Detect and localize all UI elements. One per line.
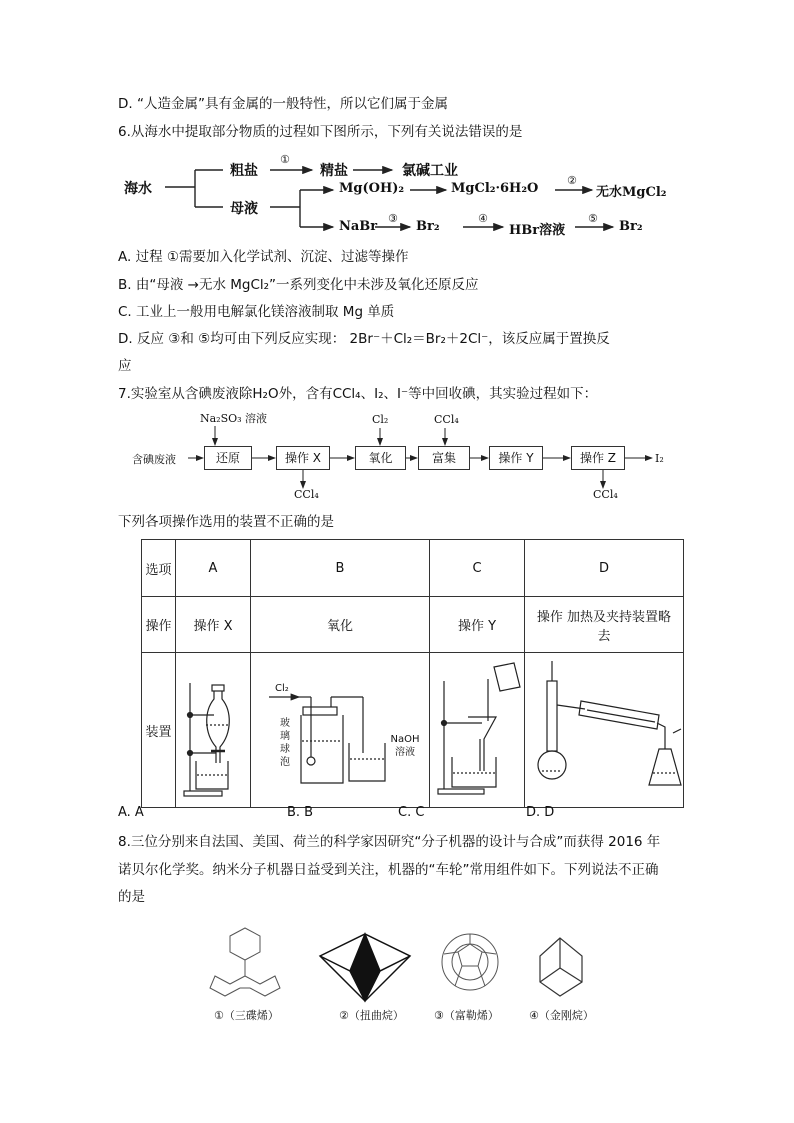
seawater-label: 海水 (124, 181, 152, 197)
options-table (141, 539, 684, 808)
answer-c: C. C (398, 805, 425, 820)
step5-label: ⑤ (588, 212, 598, 225)
separatory-funnel-drawing (176, 653, 250, 803)
answer-b: B. B (287, 805, 314, 820)
q6-option-a: A. 过程 ①需要加入化学试剂、沉淀、过滤等操作 (118, 249, 409, 265)
op-d: 操作 加热及夹持装置略去 (525, 597, 684, 653)
q6-option-d: D. 反应 ③和 ⑤均可由下列反应实现： 2Br⁻＋Cl₂＝Br₂＋2Cl⁻，该反应属于置换反 (118, 331, 610, 347)
i2-label: I₂ (655, 452, 664, 465)
triptycene-structure (210, 928, 280, 996)
b-bulb-label: 玻璃球泡 (280, 718, 290, 768)
q6-option-b: B. 由“母液 →无水 MgCl₂”一系列变化中未涉及氧化还原反应 (118, 277, 479, 293)
distillation-drawing (525, 653, 683, 803)
q6-option-c: C. 工业上一般用电解氯化镁溶液制取 Mg 单质 (118, 304, 395, 320)
apparatus-c (430, 653, 525, 808)
na2so3-label: Na₂SO₃ 溶液 (200, 412, 268, 425)
waste-liquid-label: 含碘废液 (132, 453, 176, 466)
label-triptycene: ①（三碟烯） (214, 1009, 279, 1022)
hbr-label: HBr溶液 (509, 223, 566, 238)
b-naoh-label: NaOH溶液 (390, 734, 420, 758)
op-z-box: 操作 Z (571, 446, 625, 470)
step3-label: ③ (388, 212, 398, 225)
refined-salt-label: 精盐 (320, 163, 348, 179)
header-b: B (251, 540, 430, 597)
op-a: 操作 X (176, 597, 251, 653)
mgcl2-hydrate-label: MgCl₂·6H₂O (451, 181, 539, 196)
label-fullerene: ③（富勒烯） (434, 1009, 499, 1022)
op-y-box: 操作 Y (489, 446, 543, 470)
gas-washing-bottle-drawing (251, 655, 429, 805)
apparatus-row-label: 装置 (142, 653, 176, 808)
twistane-structure (320, 934, 410, 1001)
step1-label: ① (280, 153, 290, 166)
br2-label-a: Br₂ (416, 219, 440, 234)
header-a: A (176, 540, 251, 597)
oxidize-box: 氧化 (355, 446, 406, 470)
header-c: C (430, 540, 525, 597)
q5-option-d: D. “人造金属”具有金属的一般特性，所以它们属于金属 (118, 96, 448, 112)
label-adamantane: ④（金刚烷） (529, 1009, 594, 1022)
cl2-label: Cl₂ (372, 413, 389, 426)
reduce-box: 还原 (204, 446, 252, 470)
header-d: D (525, 540, 684, 597)
filtration-drawing (430, 653, 524, 803)
q6-option-d-cont: 应 (118, 358, 132, 374)
ccl4-out1-label: CCl₄ (294, 488, 319, 501)
q8-stem-3: 的是 (118, 889, 145, 905)
nabr-label: NaBr (339, 219, 378, 234)
adamantane-structure (540, 938, 582, 996)
b-cl2-label: Cl₂ (275, 683, 289, 694)
q8-stem-2: 诺贝尔化学奖。纳米分子机器日益受到关注，机器的“车轮”常用组件如下。下列说法不正确 (118, 862, 659, 878)
q7-stem: 7.实验室从含碘废液除H₂O外，含有CCl₄、I₂、I⁻等中回收碘，其实验过程如下： (118, 386, 598, 402)
apparatus-b (251, 653, 430, 808)
step4-label: ④ (478, 212, 488, 225)
enrich-box: 富集 (418, 446, 470, 470)
q8-stem-1: 8.三位分别来自法国、美国、荷兰的科学家因研究“分子机器的设计与合成”而获得 2016 年 (118, 834, 661, 850)
label-twistane: ②（扭曲烷） (339, 1009, 404, 1022)
mother-liquor-label: 母液 (230, 201, 258, 217)
q7-question: 下列各项操作选用的装置不正确的是 (118, 514, 334, 530)
ccl4-in-label: CCl₄ (434, 413, 459, 426)
op-row-label: 操作 (142, 597, 176, 653)
apparatus-a (176, 653, 251, 808)
q7-flow-diagram (130, 408, 690, 508)
crude-salt-label: 粗盐 (230, 163, 258, 179)
anhydrous-mgcl2-label: 无水MgCl₂ (596, 185, 667, 200)
mgoh2-label: Mg(OH)₂ (339, 181, 405, 196)
q6-flow-diagram (120, 150, 680, 240)
op-c: 操作 Y (430, 597, 525, 653)
fullerene-structure (442, 934, 498, 990)
header-option: 选项 (142, 540, 176, 597)
step2-label: ② (567, 174, 577, 187)
op-b: 氧化 (251, 597, 430, 653)
chlor-alkali-label: 氯碱工业 (402, 163, 458, 179)
apparatus-d (525, 653, 684, 808)
ccl4-out2-label: CCl₄ (593, 488, 618, 501)
br2-label-b: Br₂ (619, 219, 643, 234)
answer-d: D. D (526, 805, 555, 820)
q6-stem: 6.从海水中提取部分物质的过程如下图所示，下列有关说法错误的是 (118, 124, 523, 140)
answer-a: A. A (118, 805, 144, 820)
op-x-box: 操作 X (276, 446, 330, 470)
